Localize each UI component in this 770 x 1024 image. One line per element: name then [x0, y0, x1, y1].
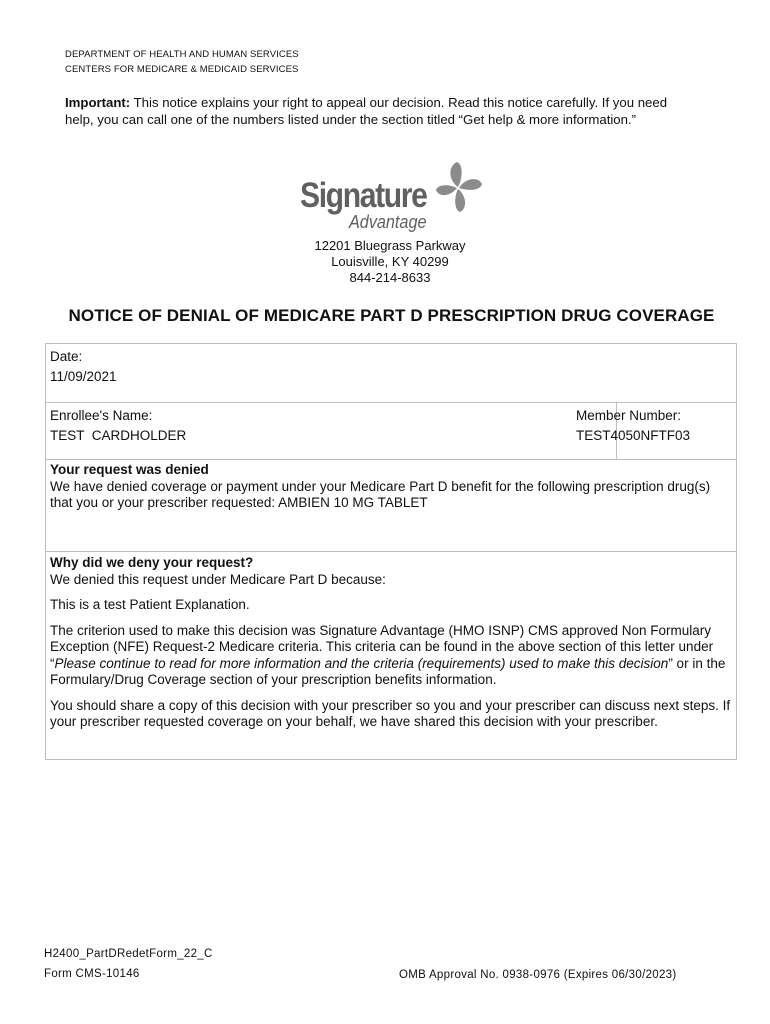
important-text: This notice explains your right to appeal our decision. Read this notice carefully. If you need help, you can call one of the numbers listed under the section titled “Get help & more information.” — [65, 95, 668, 127]
criterion-paragraph — [50, 623, 733, 689]
why-explanation: This is a test Patient Explanation. — [50, 597, 250, 612]
why-heading: Why did we deny your request? — [50, 555, 254, 570]
address-block — [0, 238, 770, 286]
form-number: Form CMS-10146 — [44, 968, 140, 980]
share-paragraph: You should share a copy of this decision with your prescriber so you and your prescriber can discuss next steps. If your prescriber requested coverage on your behalf, we have shared this decision with your prescriber. — [50, 697, 731, 729]
criterion-text-1: The criterion used to make this decision was Signature Advantage (HMO ISNP) CMS approved Non Formulary Exception (NFE) Request-2 Medicare criteria. This criteria can be found in the above section of this letter under “ — [50, 622, 714, 671]
four-petal-flower-icon — [430, 160, 486, 216]
address-phone: 844-214-8633 — [349, 270, 431, 285]
criterion-italic: Please continue to read for more information and the criteria (requirements) used to make this decision — [54, 655, 669, 671]
date-label: Date: — [50, 349, 83, 364]
agency-line-2: CENTERS FOR MEDICARE & MEDICAID SERVICES — [65, 64, 299, 75]
criterion-text-2: ” or in the Formulary/Drug Coverage section of your prescription benefits information. — [50, 655, 726, 687]
why-intro: We denied this request under Medicare Part D because: — [50, 571, 386, 587]
member-number-value: TEST4050NFTF03 — [576, 428, 691, 443]
enrollee-name-label: Enrollee's Name: — [50, 408, 153, 423]
agency-header — [65, 47, 299, 77]
important-label: Important: — [65, 95, 131, 110]
denied-text: We have denied coverage or payment under your Medicare Part D benefit for the following prescription drug(s) that you or your prescriber requested: AMBIEN 10 MG TABLET — [50, 478, 711, 510]
enrollee-name-value: TEST CARDHOLDER — [50, 428, 187, 443]
request-denied-section — [45, 459, 737, 552]
agency-line-1: DEPARTMENT OF HEALTH AND HUMAN SERVICES — [65, 49, 299, 60]
date-value: 11/09/2021 — [50, 369, 117, 384]
enrollee-section — [45, 402, 737, 460]
denied-heading: Your request was denied — [50, 462, 209, 477]
address-city: Louisville, KY 40299 — [331, 254, 449, 269]
form-code: H2400_PartDRedetForm_22_C — [44, 948, 213, 960]
address-street: 12201 Bluegrass Parkway — [314, 238, 466, 253]
logo-wordmark: Signature — [300, 176, 427, 215]
notice-title: NOTICE OF DENIAL OF MEDICARE PART D PRESCRIPTION DRUG COVERAGE — [68, 306, 715, 325]
logo-subtitle: Advantage — [349, 212, 427, 232]
important-notice — [65, 95, 685, 128]
signature-advantage-logo — [300, 160, 490, 238]
member-number-label: Member Number: — [576, 408, 682, 423]
date-section — [45, 343, 737, 403]
denial-reason-section — [45, 551, 737, 760]
omb-approval: OMB Approval No. 0938-0976 (Expires 06/30/2023) — [399, 969, 677, 981]
